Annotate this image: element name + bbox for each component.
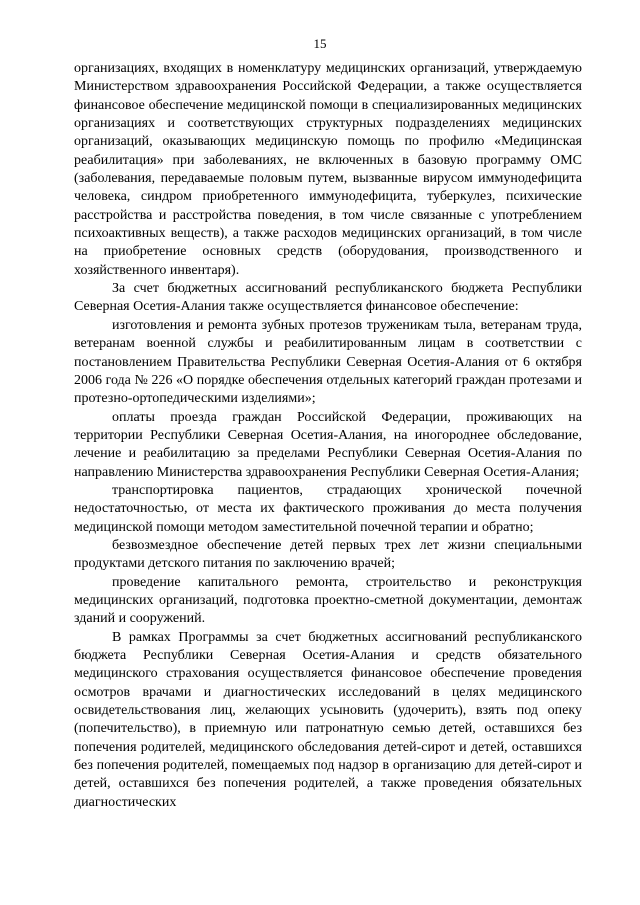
paragraph-budget-funding: За счет бюджетных ассигнований республиканского бюджета Республики Северная Осетия-Алания также осуществляется финансовое обеспечение: (74, 281, 582, 315)
paragraph-dental-prosthetics: изготовления и ремонта зубных протезов труженикам тыла, ветеранам труда, ветеранам военной службы и реабилитированным лицам в соответствии с постановлением Правительства Республики Северная Осетия-Алания от 6 октября 2006 года № 226 «О порядке обеспечения отдельных категорий граждан протезами и протезно-ортопедическими изделиями»; (74, 317, 582, 407)
paragraph-program-examinations: В рамках Программы за счет бюджетных ассигнований республиканского бюджета Республики Северная Осетия-Алания и средств обязательного медицинского страхования осуществляется финансовое обеспечение проведения осмотров врачами и диагностических исследований в целях медицинского освидетельствования лиц, желающих усыновить (удочерить), взять под опеку (попечительство), в приемную или патронатную семью детей, оставшихся без попечения родителей, медицинского обследования детей-сирот и детей, оставшихся без попечения родителей, помещаемых под надзор в организацию для детей-сирот и детей, оставшихся без попечения родителей, а также проведения обязательных диагностических (74, 629, 582, 810)
paragraph-child-nutrition: безвозмездное обеспечение детей первых трех лет жизни специальными продуктами детского питания по заключению врачей; (74, 537, 582, 572)
paragraph-patient-transport: транспортировка пациентов, страдающих хронической почечной недостаточностью, от места их фактического проживания до места получения медицинской помощи методом заместительной почечной терапии и обратно; (74, 482, 582, 535)
paragraph-travel-payment: оплаты проезда граждан Российской Федерации, проживающих на территории Республики Северная Осетия-Алания, на иногороднее обследование, лечение и реабилитацию за пределами Республики Северная Осетия-Алания по направлению Министерства здравоохранения Республики Северная Осетия-Алания; (74, 409, 582, 480)
document-body (74, 60, 582, 812)
paragraph-continuation: организациях, входящих в номенклатуру медицинских организаций, утверждаемую Министерством здравоохранения Российской Федерации, а также осуществляется финансовое обеспечение медицинской помощи в специализированных медицинских организациях и соответствующих структурных подразделениях медицинских организаций, оказывающих медицинскую помощь по профилю «Медицинская реабилитация» при заболеваниях, не включенных в базовую программу ОМС (заболевания, передаваемые половым путем, вызванные вирусом иммунодефицита человека, синдром приобретенного иммунодефицита, туберкулез, психические расстройства и расстройства поведения, в том числе связанные с употреблением психоактивных веществ), а также расходов медицинских организаций, в том числе на приобретение основных средств (оборудования, производственного и хозяйственного инвентаря). (74, 61, 582, 278)
paragraph-capital-repair: проведение капитального ремонта, строительство и реконструкция медицинских организаций, подготовка проектно-сметной документации, демонтаж зданий и сооружений. (74, 574, 582, 627)
page-number: 15 (313, 36, 327, 51)
